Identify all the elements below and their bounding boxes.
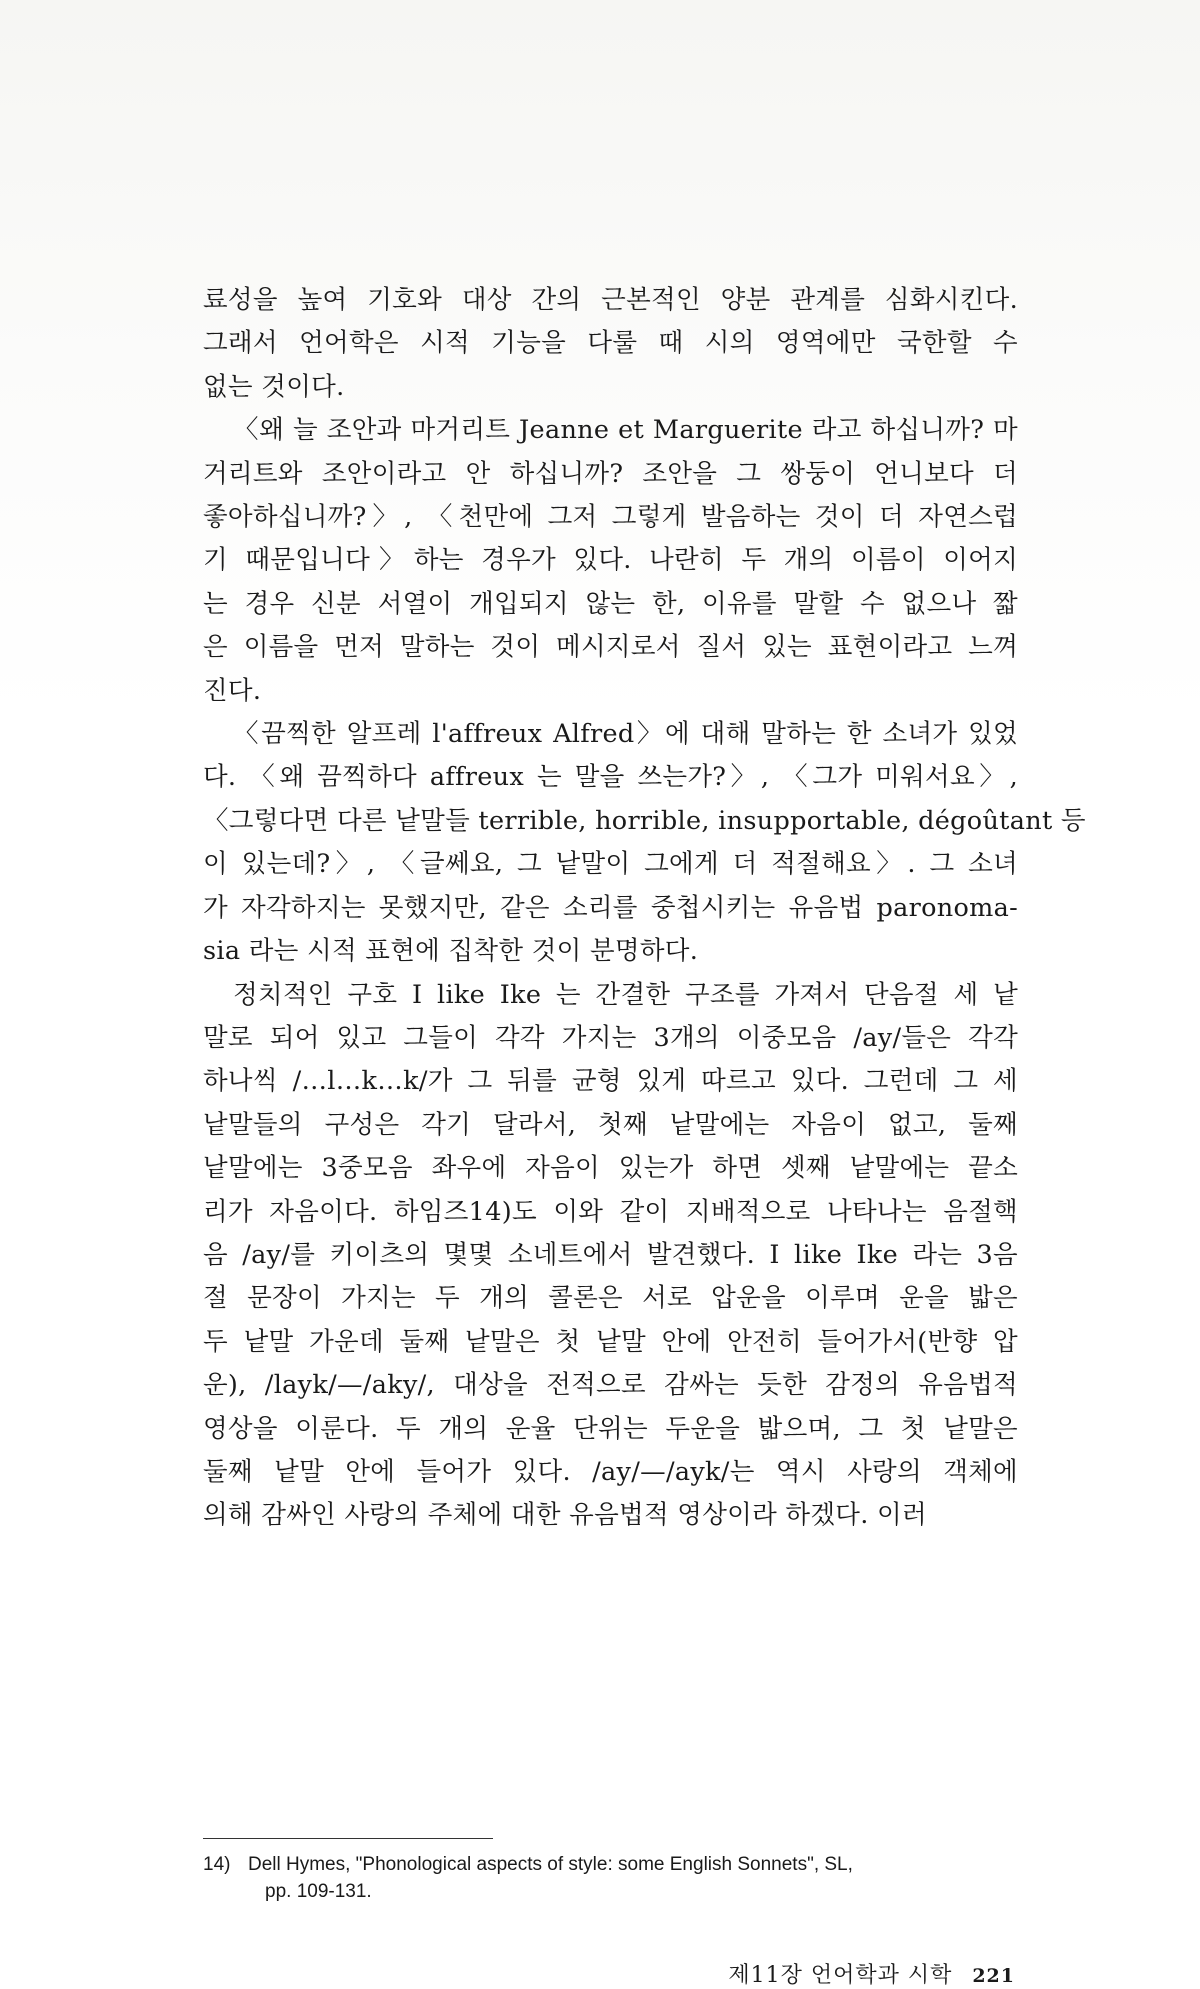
text-line: 하나씩 /…l…k…k/가 그 뒤를 균형 있게 따르고 있다. 그런데 그 세 [203,1066,1018,1097]
text-line: 낱말에는 3중모음 좌우에 자음이 있는가 하면 셋째 낱말에는 끝소 [203,1153,1018,1184]
text-line: 음 /ay/를 키이츠의 몇몇 소네트에서 발견했다. I like Ike 라는 3음 [203,1239,1018,1270]
text-line: 가 자각하지는 못했지만, 같은 소리를 중첩시키는 유음법 paronoma- [203,892,1018,923]
text-line: 절 문장이 가지는 두 개의 콜론은 서로 압운을 이루며 운을 밟은 [203,1283,1018,1314]
text-line: 료성을 높여 기호와 대상 간의 근본적인 양분 관계를 심화시킨다. [203,285,1018,315]
text-line: 말로 되어 있고 그들이 각각 가지는 3개의 이중모음 /ay/들은 각각 [203,1022,1018,1053]
text-line: 운), /layk/—/aky/, 대상을 전적으로 감싸는 듯한 감정의 유음법적 [203,1370,1018,1401]
paragraph [203,974,1018,1538]
text-line: 없는 것이다. [203,371,345,402]
text-line: 이 있는데?〉, 〈글쎄요, 그 낱말이 그에게 더 적절해요〉. 그 소녀 [203,849,1018,880]
chapter-title: 제11장 언어학과 시학 [728,1963,953,1988]
text-line: 기 때문입니다〉하는 경우가 있다. 나란히 두 개의 이름이 이어지 [203,545,1018,576]
text-line: sia 라는 시적 표현에 집착한 것이 분명하다. [203,936,699,967]
text-line: 는 경우 신분 서열이 개입되지 않는 한, 이유를 말할 수 없으나 짧 [203,588,1018,619]
text-line: 영상을 이룬다. 두 개의 운율 단위는 두운을 밟으며, 그 첫 낱말은 [203,1413,1018,1444]
paragraph [203,409,1018,713]
footnote-line-1: Dell Hymes, "Phonological aspects of style: some English Sonnets", SL, [248,1854,853,1875]
text-line: 둘째 낱말 안에 들어가 있다. /ay/—/ayk/는 역시 사랑의 객체에 [203,1456,1018,1487]
paragraph [203,279,1018,409]
footnote-number: 14) [203,1854,231,1875]
text-line: 낱말들의 구성은 각기 달라서, 첫째 낱말에는 자음이 없고, 둘째 [203,1109,1018,1140]
text-line: 다. 〈왜 끔찍하다 affreux 는 말을 쓰는가?〉, 〈그가 미워서요〉, [203,762,1018,793]
text-line: 〈끔찍한 알프레 l'affreux Alfred〉에 대해 말하는 한 소녀가 있었 [233,719,1018,750]
text-line: 〈그렇다면 다른 낱말들 terrible, horrible, insupportable, dégoûtant 등 [203,805,1086,836]
footnote [203,1851,1018,1905]
page-number: 221 [972,1965,1015,1987]
footnote-line-2: pp. 109-131. [265,1881,372,1902]
text-line: 진다. [203,675,262,706]
text-line: 두 낱말 가운데 둘째 낱말은 첫 낱말 안에 안전히 들어가서(반향 압 [203,1326,1018,1357]
text-line: 의해 감싸인 사랑의 주체에 대한 유음법적 영상이라 하겠다. 이러 [203,1500,927,1531]
running-footer [728,1958,1015,1989]
text-line: 정치적인 구호 I like Ike 는 간결한 구조를 가져서 단음절 세 낱 [233,979,1018,1010]
footnote-rule [203,1838,493,1839]
text-line: 은 이름을 먼저 말하는 것이 메시지로서 질서 있는 표현이라고 느껴 [203,632,1018,663]
text-line: 그래서 언어학은 시적 기능을 다룰 때 시의 영역에만 국한할 수 [203,328,1018,359]
paragraph [203,713,1086,973]
text-line: 리가 자음이다. 하임즈14)도 이와 같이 지배적으로 나타나는 음절핵 [203,1196,1018,1227]
text-line: 〈왜 늘 조안과 마거리트 Jeanne et Marguerite 라고 하십니까? 마 [233,415,1018,446]
body-text [203,279,1086,1538]
text-line: 좋아하십니까?〉, 〈천만에 그저 그렇게 발음하는 것이 더 자연스럽 [203,502,1018,533]
text-line: 거리트와 조안이라고 안 하십니까? 조안을 그 쌍둥이 언니보다 더 [203,458,1018,489]
